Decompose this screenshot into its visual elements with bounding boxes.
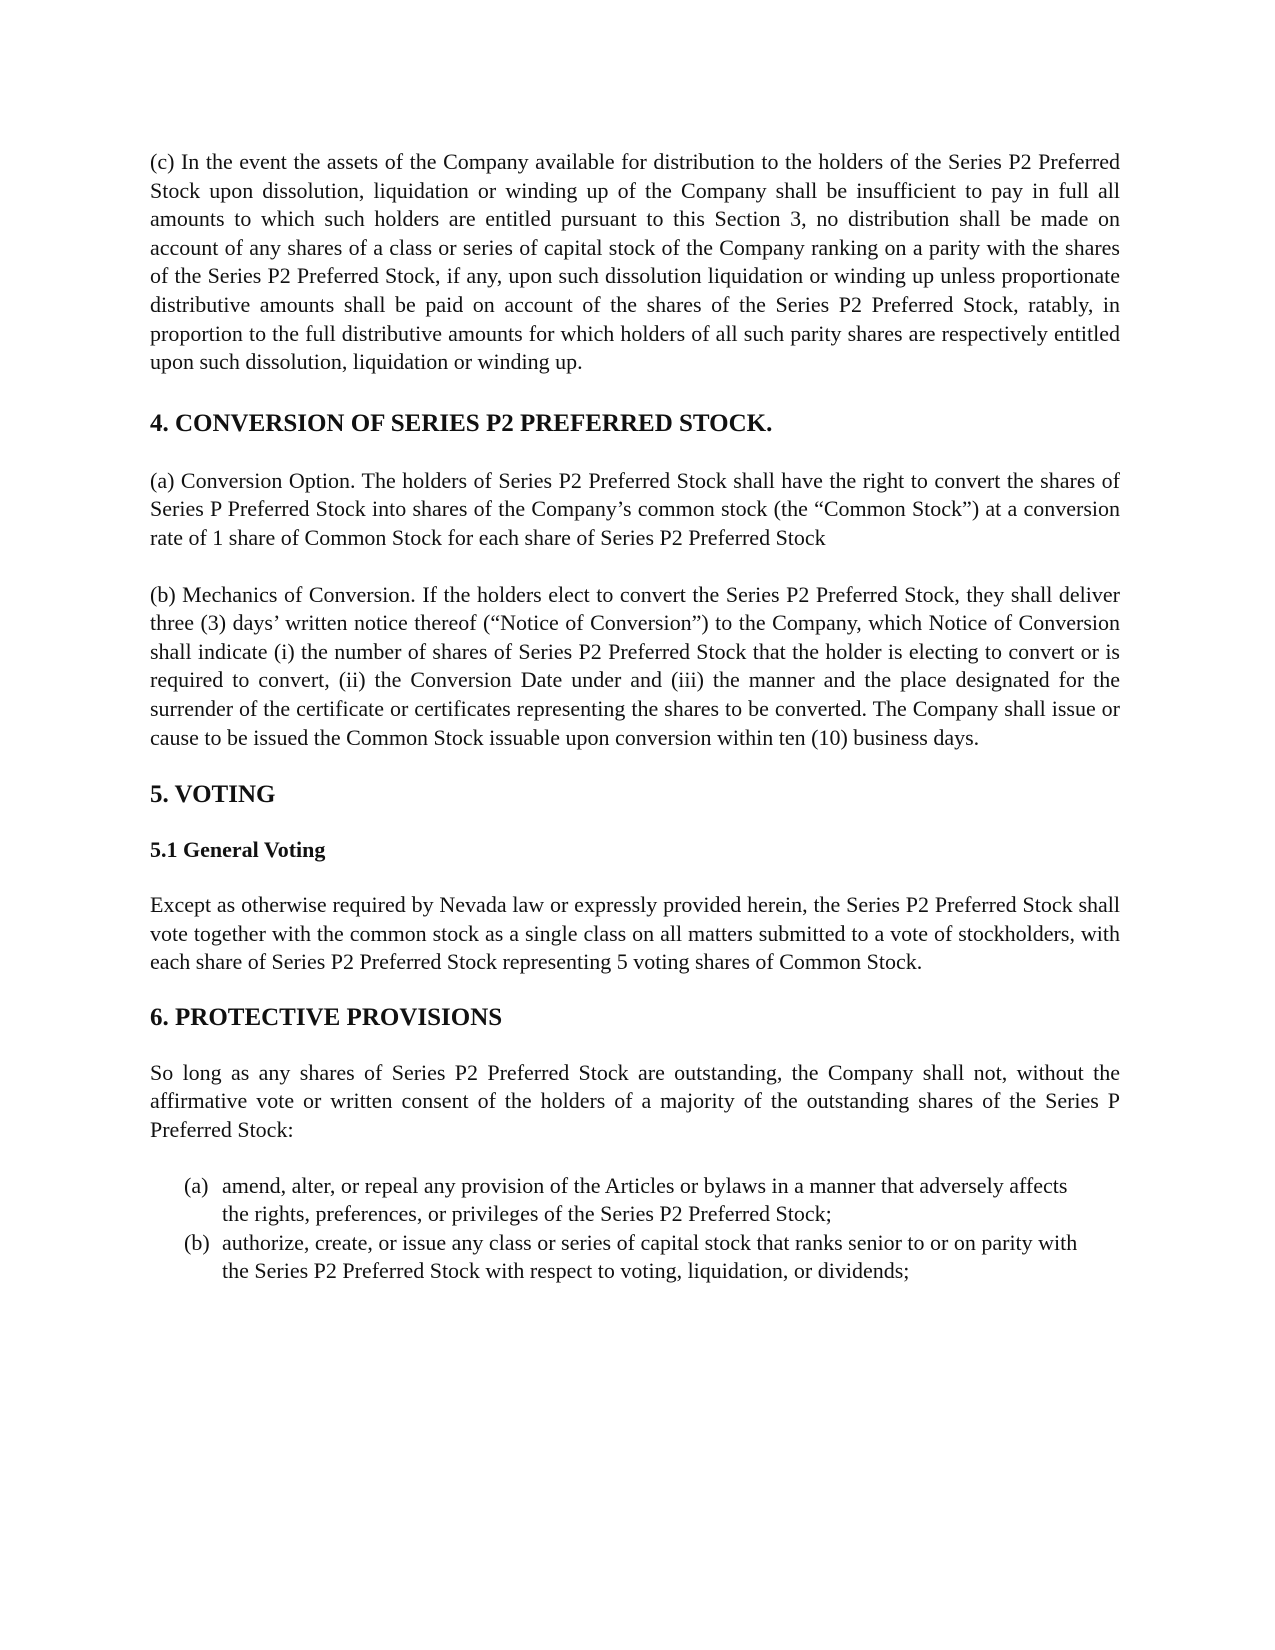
section-5-1-subheading: 5.1 General Voting [150, 837, 326, 863]
protective-provisions-list [150, 1172, 1120, 1286]
paragraph-6-intro: So long as any shares of Series P2 Preferred Stock are outstanding, the Company shall not, without the affirmative vote or written consent of the holders of a majority of the outstanding shares of the Series P Preferred Stock: [150, 1059, 1120, 1143]
list-item-marker: (a) [184, 1172, 209, 1198]
list-item-marker: (b) [184, 1229, 210, 1255]
paragraph-3c: (c) In the event the assets of the Company available for distribution to the holders of the Series P2 Preferred Stock upon dissolution, liquidation or winding up of the Company shall be insufficient to pay in full all amounts to which such holders are entitled pursuant to this Section 3, no distribution shall be made on account of any shares of a class or series of capital stock of the Company ranking on a parity with the shares of the Series P2 Preferred Stock, if any, upon such dissolution liquidation or winding up unless proportionate distributive amounts shall be paid on account of the shares of the Series P2 Preferred Stock, ratably, in proportion to the full distributive amounts for which holders of all such parity shares are respectively entitled upon such dissolution, liquidation or winding up. [150, 149, 1120, 375]
list-item [184, 1172, 1120, 1229]
paragraph-4a-conversion-option: (a) Conversion Option. The holders of Series P2 Preferred Stock shall have the right to convert the shares of Series P Preferred Stock into shares of the Company’s common stock (the “Common Stock”) at a conversion rate of 1 share of Common Stock for each share of Series P2 Preferred Stock [150, 467, 1120, 550]
section-5-heading: 5. VOTING [150, 781, 276, 809]
section-6-heading: 6. PROTECTIVE PROVISIONS [150, 1003, 503, 1031]
document-body [150, 148, 1120, 1286]
paragraph-5-1-general-voting: Except as otherwise required by Nevada law or expressly provided herein, the Series P2 Preferred Stock shall vote together with the common stock as a single class on all matters submitted to a vote of stockholders, with each share of Series P2 Preferred Stock representing 5 voting shares of Common Stock. [150, 892, 1120, 975]
list-item-text: amend, alter, or repeal any provision of the Articles or bylaws in a manner that adversely affects the rights, preferences, or privileges of the Series P2 Preferred Stock; [222, 1172, 1068, 1227]
section-4-heading: 4. CONVERSION OF SERIES P2 PREFERRED STOCK. [150, 409, 773, 437]
list-item [184, 1229, 1120, 1286]
list-item-text: authorize, create, or issue any class or series of capital stock that ranks senior to or on parity with the Series P2 Preferred Stock with respect to voting, liquidation, or dividends; [222, 1229, 1078, 1284]
paragraph-4b-mechanics-of-conversion: (b) Mechanics of Conversion. If the holders elect to convert the Series P2 Preferred Stock, they shall deliver three (3) days’ written notice thereof (“Notice of Conversion”) to the Company, which Notice of Conversion shall indicate (i) the number of shares of Series P2 Preferred Stock that the holder is electing to convert or is required to convert, (ii) the Conversion Date under and (iii) the manner and the place designated for the surrender of the certificate or certificates representing the shares to be converted. The Company shall issue or cause to be issued the Common Stock issuable upon conversion within ten (10) business days. [150, 581, 1120, 750]
